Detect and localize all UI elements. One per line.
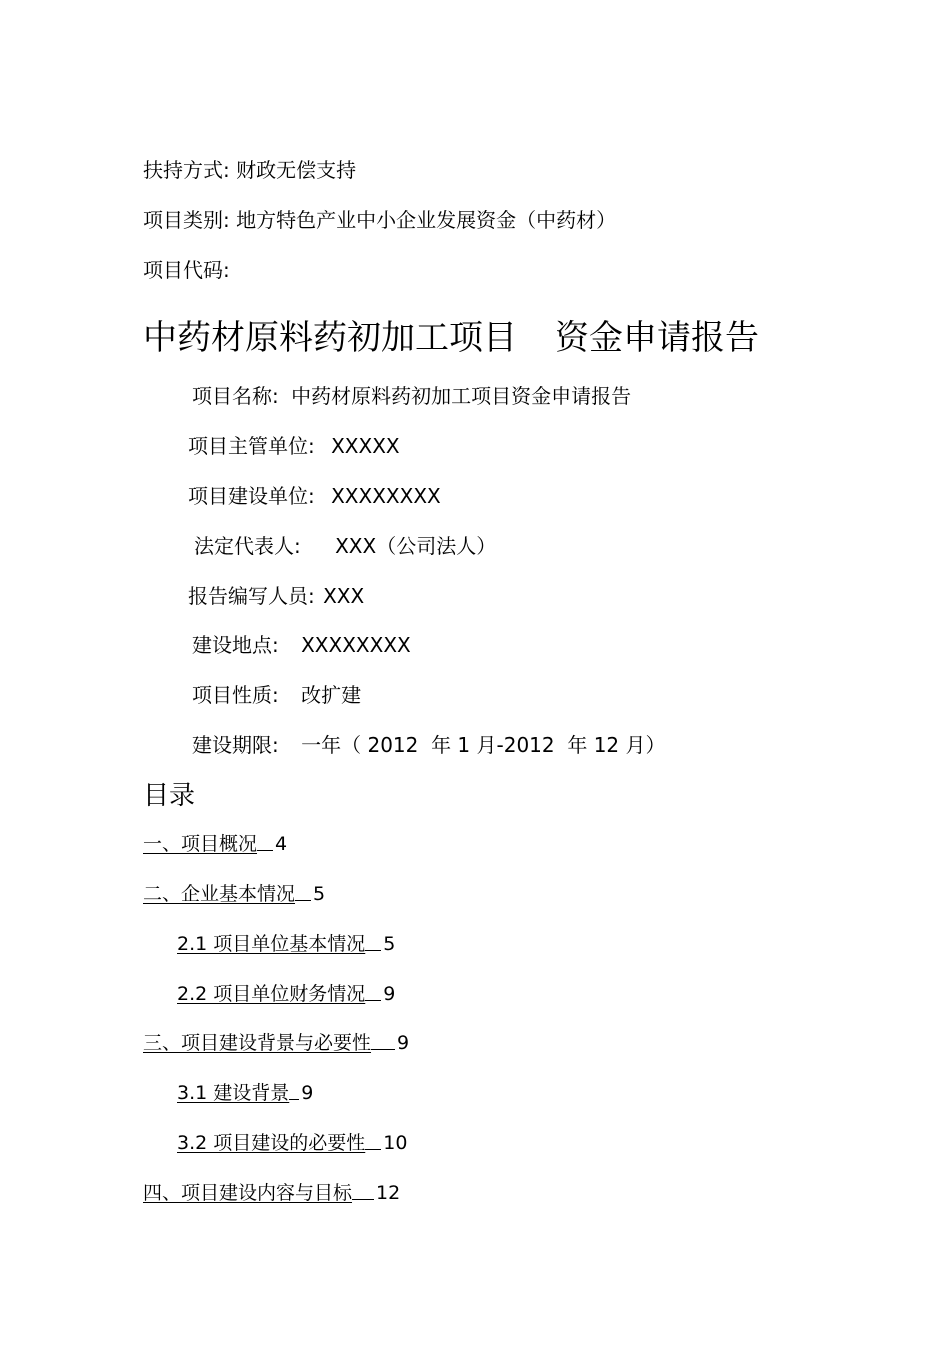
toc-item-page: 4 [275,833,288,855]
info-label: 建设期限: [192,733,279,757]
toc-item-text: 三、项目建设背景与必要性 [143,1032,372,1054]
info-label: 项目名称: [192,384,279,408]
info-label: 法定代表人: [194,534,301,558]
info-label: 项目性质: [192,683,279,707]
toc-leader [365,1131,381,1150]
toc-item-text: 3.2 项目建设的必要性 [177,1132,366,1154]
info-label: 建设地点: [192,633,279,657]
toc-leader [289,1081,299,1100]
info-supervising-unit [188,434,400,458]
toc-item-text: 二、企业基本情况 [143,883,296,905]
toc-item-3[interactable] [143,1031,409,1055]
toc-item-page: 5 [383,933,396,955]
project-category-value: 地方特色产业中小企业发展资金（中药材） [236,208,617,232]
support-method-label: 扶持方式: [143,158,230,182]
toc-item-2-2[interactable] [177,982,395,1006]
project-category-label: 项目类别: [143,208,230,232]
toc-item-page: 12 [376,1182,401,1204]
toc-item-page: 9 [397,1032,410,1054]
info-project-name [192,384,631,408]
toc-item-text: 一、项目概况 [143,833,258,855]
info-value: XXXXXXXX [331,484,441,508]
info-value: 一年（ 2012 年 1 月-2012 年 12 月） [301,733,666,757]
info-construction-period [192,733,666,757]
toc-leader [365,982,381,1001]
project-code [143,258,230,282]
toc-item-text: 3.1 建设背景 [177,1082,290,1104]
document-title [143,318,759,358]
toc-item-4[interactable] [143,1181,400,1205]
info-label: 项目主管单位: [188,434,315,458]
toc-heading: 目录 [143,781,196,811]
info-legal-representative [194,534,496,558]
info-construction-unit [188,484,441,508]
document-title-part1: 中药材原料药初加工项目 [143,318,517,358]
toc-leader [365,932,381,951]
info-value: 中药材原料药初加工项目资金申请报告 [291,384,632,408]
toc-item-page: 9 [383,983,396,1005]
toc-item-2-1[interactable] [177,932,395,956]
support-method-value: 财政无偿支持 [236,158,357,182]
toc-leader [352,1181,374,1200]
toc-item-3-1[interactable] [177,1081,313,1105]
toc-item-page: 5 [313,883,326,905]
info-value: XXX [323,584,365,608]
toc-item-text: 2.2 项目单位财务情况 [177,983,366,1005]
support-method [143,158,356,182]
info-value: XXX（公司法人） [335,534,497,558]
document-title-part2: 资金申请报告 [555,318,759,358]
toc-leader [295,882,311,901]
toc-leader [371,1031,395,1050]
toc-item-text: 四、项目建设内容与目标 [143,1182,353,1204]
info-report-writers [188,584,364,608]
toc-leader [257,832,273,851]
info-project-nature [192,683,361,707]
toc-item-3-2[interactable] [177,1131,407,1155]
toc-item-text: 2.1 项目单位基本情况 [177,933,366,955]
toc-item-2[interactable] [143,882,325,906]
project-category [143,208,616,232]
info-value: XXXXX [331,434,400,458]
toc-item-page: 10 [383,1132,408,1154]
info-label: 报告编写人员: [188,584,315,608]
info-construction-site [192,633,411,657]
project-code-label: 项目代码: [143,258,230,282]
info-value: XXXXXXXX [301,633,411,657]
info-label: 项目建设单位: [188,484,315,508]
toc-item-1[interactable] [143,832,287,856]
info-value: 改扩建 [301,683,362,707]
toc-item-page: 9 [301,1082,314,1104]
